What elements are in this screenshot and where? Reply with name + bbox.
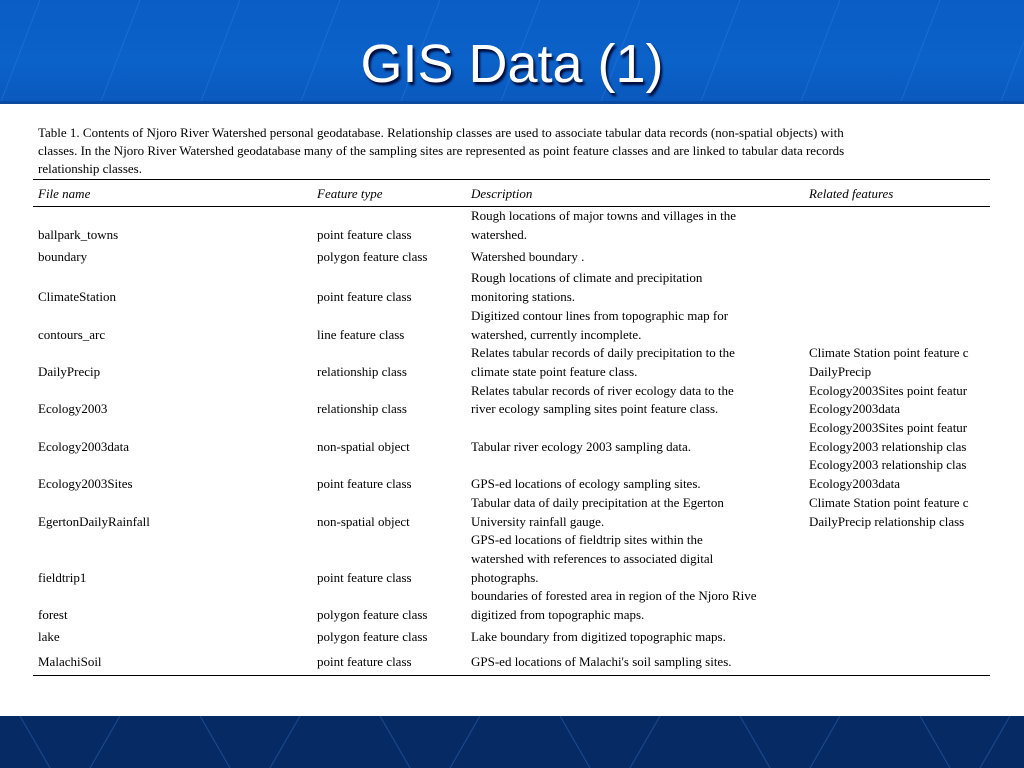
cell-related-features <box>804 587 990 624</box>
cell-related-features <box>804 269 990 306</box>
cell-file-name: Ecology2003 <box>38 401 108 417</box>
cell-file-name: forest <box>38 607 68 623</box>
header-file-name: File name <box>33 180 312 207</box>
description-line: watershed with references to associated digital <box>471 550 714 566</box>
cell-file-name: ClimateStation <box>38 289 116 305</box>
description-line: Relates tabular records of river ecology data to the <box>471 382 734 398</box>
caption-line: classes. In the Njoro River Watershed geodatabase many of the sampling sites are represented as point feature classes and are linked to tabular data records <box>38 143 845 158</box>
slide-title: GIS Data (1) <box>360 34 664 94</box>
header-divider <box>0 101 1024 104</box>
table-row <box>33 244 990 269</box>
cell-feature-type: relationship class <box>317 401 407 417</box>
header-related-features: Related features <box>804 180 990 207</box>
related-feature-line: Climate Station point feature c <box>809 494 969 510</box>
table-row <box>33 269 990 306</box>
cell-file-name: ballpark_towns <box>38 226 119 242</box>
related-feature-line: DailyPrecip <box>809 363 872 379</box>
table-row <box>33 456 990 493</box>
description-line: GPS-ed locations of fieldtrip sites within the <box>471 532 703 548</box>
slide-header <box>0 0 1024 104</box>
cell-feature-type: polygon feature class <box>317 607 428 623</box>
cell-file-name: EgertonDailyRainfall <box>38 513 150 529</box>
cell-description <box>466 587 804 624</box>
cell-related-features <box>804 456 990 493</box>
cell-description <box>466 344 804 381</box>
cell-file-name: Ecology2003Sites <box>38 476 133 492</box>
related-feature-line: Ecology2003data <box>809 476 900 492</box>
description-line: Lake boundary from digitized topographic maps. <box>471 629 726 645</box>
description-line: Digitized contour lines from topographic map for <box>471 307 729 323</box>
description-line: Rough locations of climate and precipitation <box>471 270 703 286</box>
table-row <box>33 625 990 650</box>
cell-description <box>466 419 804 456</box>
cell-related-features <box>804 531 990 587</box>
description-line: Tabular river ecology 2003 sampling data. <box>471 438 692 454</box>
table-row <box>33 382 990 419</box>
description-line: monitoring stations. <box>471 289 575 305</box>
geodatabase-table <box>33 179 990 676</box>
cell-feature-type: non-spatial object <box>317 438 410 454</box>
caption-line: Table 1. Contents of Njoro River Watershed personal geodatabase. Relationship classes are used to associate tabular data records (non-spatial objects) with <box>38 125 844 140</box>
description-line: boundaries of forested area in region of the Njoro Rive <box>471 588 757 604</box>
slide-footer <box>0 716 1024 768</box>
table-header-row <box>33 180 990 207</box>
cell-description <box>466 531 804 587</box>
description-line: watershed. <box>471 226 527 242</box>
table-row <box>33 494 990 531</box>
cell-description <box>466 382 804 419</box>
cell-file-name: fieldtrip1 <box>38 569 87 585</box>
cell-file-name: DailyPrecip <box>38 363 101 379</box>
cell-file-name: boundary <box>38 248 88 264</box>
description-line: river ecology sampling sites point feature class. <box>471 401 719 417</box>
related-feature-line: DailyPrecip relationship class <box>809 513 965 529</box>
cell-feature-type: polygon feature class <box>317 629 428 645</box>
description-line: photographs. <box>471 569 539 585</box>
description-line: University rainfall gauge. <box>471 513 605 529</box>
related-feature-line: Climate Station point feature c <box>809 345 969 361</box>
table-row <box>33 207 990 245</box>
cell-description <box>466 625 804 650</box>
cell-feature-type: point feature class <box>317 476 412 492</box>
cell-feature-type: point feature class <box>317 654 412 670</box>
cell-description <box>466 650 804 676</box>
description-line: watershed, currently incomplete. <box>471 326 642 342</box>
cell-related-features <box>804 382 990 419</box>
caption-line: relationship classes. <box>38 161 142 176</box>
cell-file-name: contours_arc <box>38 326 106 342</box>
cell-related-features <box>804 207 990 245</box>
cell-file-name: MalachiSoil <box>38 654 102 670</box>
cell-feature-type: line feature class <box>317 326 405 342</box>
header-description: Description <box>466 180 804 207</box>
description-line: GPS-ed locations of ecology sampling sites. <box>471 476 701 492</box>
table-row <box>33 531 990 587</box>
cell-description <box>466 456 804 493</box>
cell-related-features <box>804 307 990 344</box>
description-line: climate state point feature class. <box>471 363 638 379</box>
table-row <box>33 307 990 344</box>
cell-feature-type: relationship class <box>317 363 407 379</box>
table-row <box>33 587 990 624</box>
table-caption <box>33 124 990 178</box>
header-feature-type: Feature type <box>312 180 466 207</box>
cell-feature-type: non-spatial object <box>317 513 410 529</box>
cell-related-features <box>804 494 990 531</box>
related-feature-line: Ecology2003 relationship clas <box>809 438 967 454</box>
cell-description <box>466 269 804 306</box>
cell-feature-type: point feature class <box>317 289 412 305</box>
description-line: Rough locations of major towns and villages in the <box>471 208 737 223</box>
description-line: Relates tabular records of daily precipitation to the <box>471 345 735 361</box>
cell-description <box>466 494 804 531</box>
description-line: Tabular data of daily precipitation at the Egerton <box>471 494 724 510</box>
cell-file-name: lake <box>38 629 60 645</box>
table-row <box>33 650 990 676</box>
cell-feature-type: polygon feature class <box>317 248 428 264</box>
cell-description <box>466 244 804 269</box>
cell-feature-type: point feature class <box>317 569 412 585</box>
footer-line-pattern <box>0 716 1024 768</box>
cell-related-features <box>804 419 990 456</box>
table-row <box>33 419 990 456</box>
cell-related-features <box>804 244 990 269</box>
related-feature-line: Ecology2003 relationship clas <box>809 457 967 473</box>
slide-content <box>33 124 990 676</box>
cell-related-features <box>804 650 990 676</box>
cell-description <box>466 207 804 245</box>
table-row <box>33 344 990 381</box>
related-feature-line: Ecology2003data <box>809 401 900 417</box>
cell-feature-type: point feature class <box>317 226 412 242</box>
related-feature-line: Ecology2003Sites point featur <box>809 420 968 436</box>
description-line: GPS-ed locations of Malachi's soil sampling sites. <box>471 654 732 670</box>
cell-file-name: Ecology2003data <box>38 438 129 454</box>
description-line: Watershed boundary . <box>471 248 585 264</box>
cell-related-features <box>804 344 990 381</box>
cell-related-features <box>804 625 990 650</box>
table-body <box>33 207 990 676</box>
cell-description <box>466 307 804 344</box>
description-line: digitized from topographic maps. <box>471 607 645 623</box>
related-feature-line: Ecology2003Sites point featur <box>809 382 968 398</box>
